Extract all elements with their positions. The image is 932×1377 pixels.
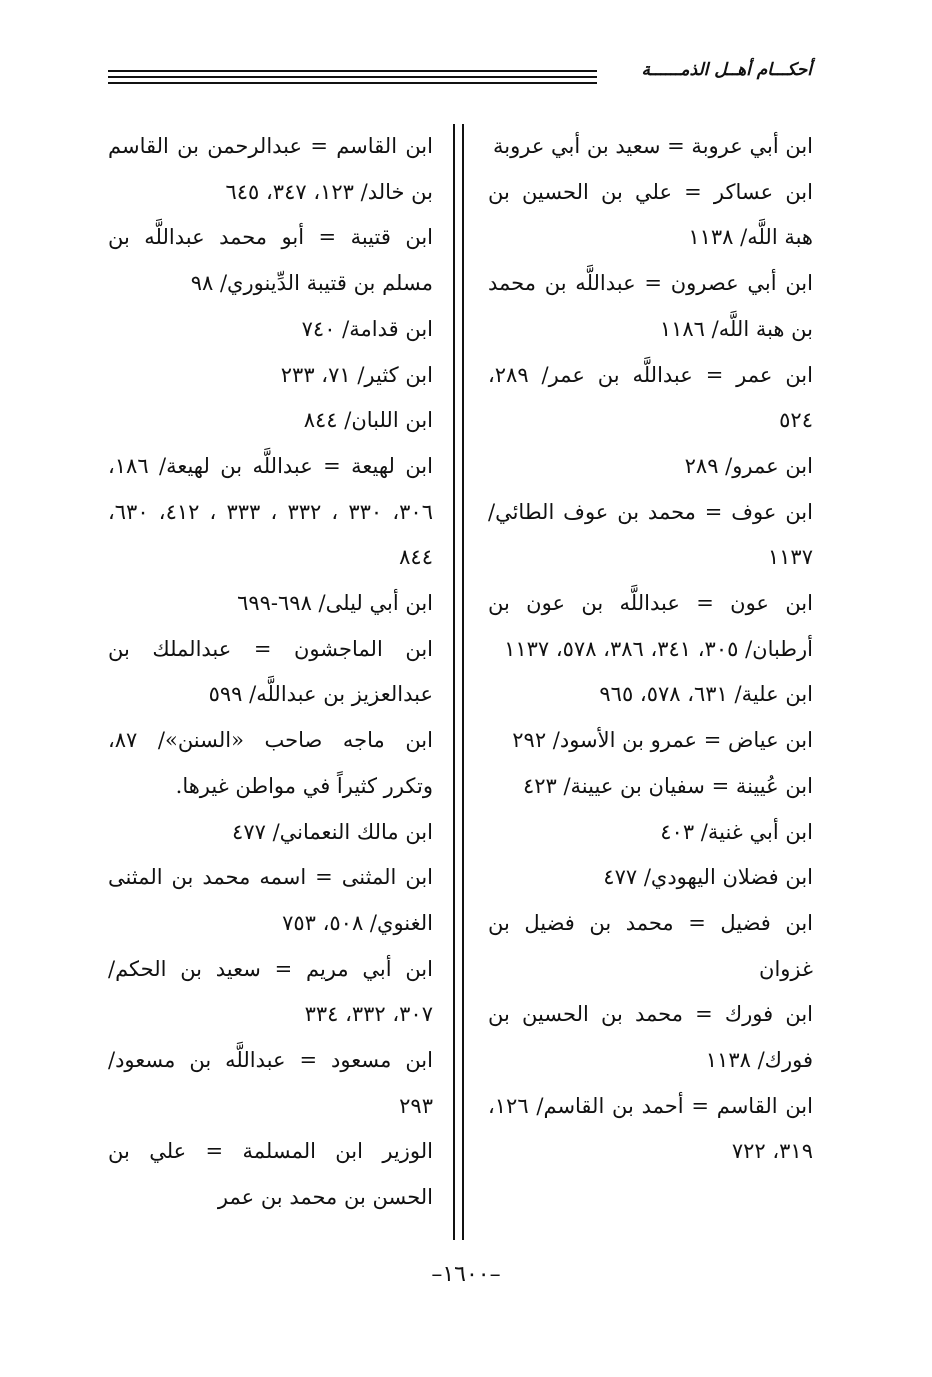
index-entry: ابن كثير/ ٧١، ٢٣٣ xyxy=(280,362,433,387)
index-entry: ابن قتيبة = أبو محمد عبداللَّه بن مسلم بن قتيبة الدِّينوري/ ٩٨ xyxy=(108,225,433,296)
header-rule xyxy=(108,82,597,84)
index-entry: ابن الماجشون = عبدالملك بن عبدالعزيز بن عبداللَّه/ ٥٩٩ xyxy=(108,636,433,707)
index-entry: ابن أبي غنية/ ٤٠٣ xyxy=(660,819,813,844)
index-entry: ابن عياض = عمرو بن الأسود/ ٢٩٢ xyxy=(512,728,813,753)
index-entry: ابن عمرو/ ٢٨٩ xyxy=(684,453,813,478)
index-entry: ابن مالك النعماني/ ٤٧٧ xyxy=(232,819,433,844)
index-entry: ابن ماجه صاحب «السنن»/ ٨٧، وتكرر كثيراً في مواطن غيرها. xyxy=(108,728,433,798)
book-title: أحكـــام أهــل الذمــــــة xyxy=(641,60,812,80)
index-entry: ابن المثنى = اسمه محمد بن المثنى الغنوي/ ٥٠٨، ٧٥٣ xyxy=(108,865,433,935)
index-entry: ابن القاسم = أحمد بن القاسم/ ١٢٦، ٣١٩، ٧٢٢ xyxy=(488,1093,813,1164)
index-entry: ابن عساكر = علي بن الحسين بن هبة اللَّه/ ١١٣٨ xyxy=(488,179,813,250)
running-header xyxy=(108,56,812,96)
index-entry: ابن مسعود = عبداللَّه بن مسعود/ ٢٩٣ xyxy=(108,1048,433,1118)
index-entry: ابن فورك = محمد بن الحسين بن فورك/ ١١٣٨ xyxy=(488,1002,813,1073)
column-divider xyxy=(453,124,455,1240)
index-entry: ابن قدامة/ ٧٤٠ xyxy=(301,316,433,341)
index-entry: الوزير ابن المسلمة = علي بن الحسن بن محمد بن عمر xyxy=(108,1139,433,1210)
index-column-left xyxy=(108,124,433,1221)
index-entry: ابن لهيعة = عبداللَّه بن لهيعة/ ١٨٦، ٣٠٦، ٣٣٠ ، ٣٣٢ ، ٣٣٣ ، ٤١٢، ٦٣٠، ٨٤٤ xyxy=(108,453,433,570)
index-entry: ابن أبي ليلى/ ٦٩٨-٦٩٩ xyxy=(237,591,433,616)
index-entry: ابن عون = عبداللَّه بن عون بن أرطبان/ ٣٠٥، ٣٤١، ٣٨٦، ٥٧٨، ١١٣٧ xyxy=(488,591,813,661)
header-rule xyxy=(108,70,597,72)
index-entry: ابن اللبان/ ٨٤٤ xyxy=(303,408,433,433)
index-entry: ابن أبي عصرون = عبداللَّه بن محمد بن هبة اللَّه/ ١١٨٦ xyxy=(488,271,813,341)
index-entry: ابن القاسم = عبدالرحمن بن القاسم بن خالد/ ١٢٣، ٣٤٧، ٦٤٥ xyxy=(108,134,433,204)
page-number: –١٦٠٠– xyxy=(431,1262,501,1287)
index-entry: ابن عمر = عبداللَّه بن عمر/ ٢٨٩، ٥٢٤ xyxy=(488,362,813,433)
column-divider xyxy=(462,124,464,1240)
index-entry: ابن أبي عروبة = سعيد بن أبي عروبة xyxy=(493,134,813,158)
index-entry: ابن عُيينة = سفيان بن عيينة/ ٤٢٣ xyxy=(522,773,813,798)
index-entry: ابن علية/ ٦٣١، ٥٧٨، ٩٦٥ xyxy=(599,682,813,707)
index-entry: ابن فضلان اليهودي/ ٤٧٧ xyxy=(603,865,813,890)
index-column-right xyxy=(488,124,813,1175)
index-entry: ابن عوف = محمد بن عوف الطائي/ ١١٣٧ xyxy=(488,499,813,570)
header-rule xyxy=(108,76,597,78)
index-entry: ابن فضيل = محمد بن فضيل بن غزوان xyxy=(488,910,813,981)
index-entry: ابن أبي مريم = سعيد بن الحكم/ ٣٠٧، ٣٣٢، ٣٣٤ xyxy=(108,956,433,1027)
